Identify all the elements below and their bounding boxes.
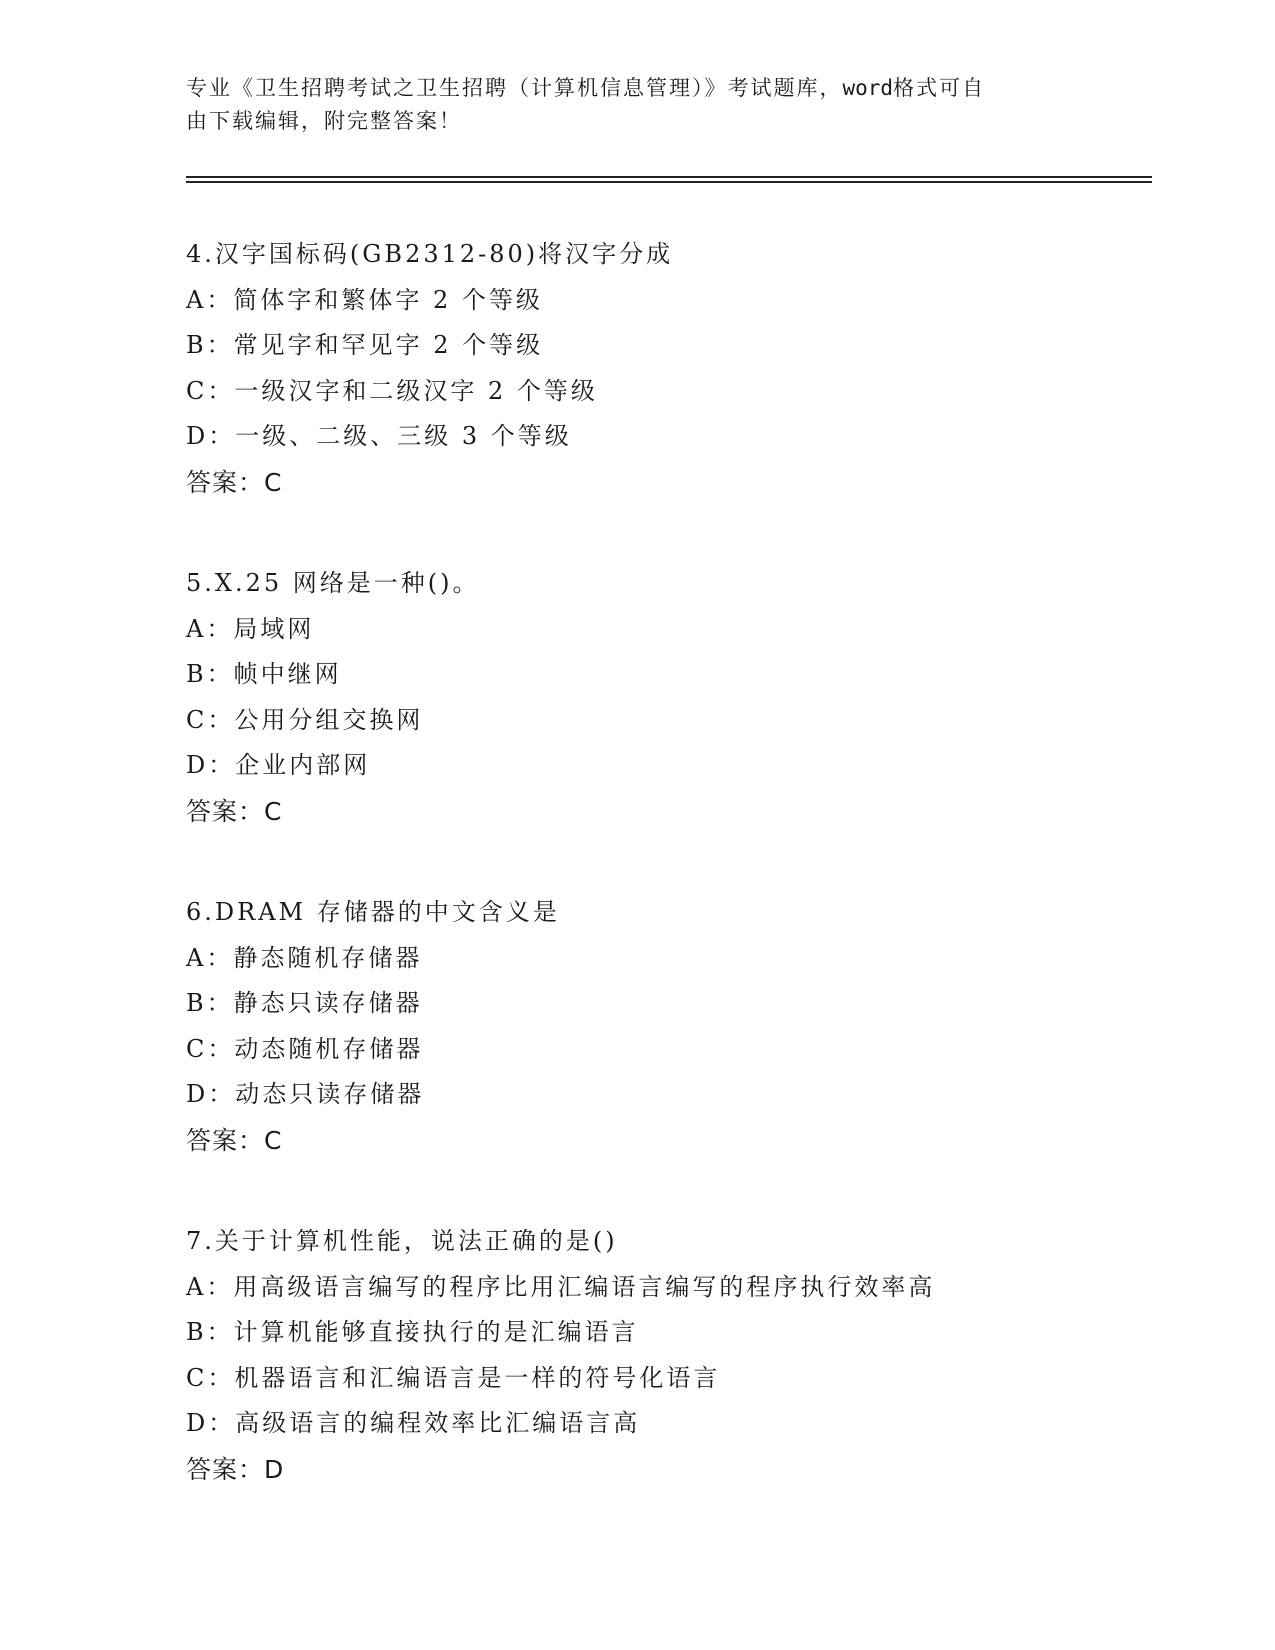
option-d: D：动态只读存储器 [186, 1080, 425, 1108]
document-header [186, 72, 1066, 138]
header-divider-bottom [186, 181, 1152, 183]
option-d: D：一级、二级、三级 3 个等级 [186, 422, 572, 450]
question-stem: 7.关于计算机性能，说法正确的是() [186, 1227, 618, 1255]
option-a: A：局域网 [186, 614, 315, 643]
answer-line: 答案：C [186, 467, 283, 497]
option-a: A：静态随机存储器 [186, 943, 423, 972]
question-stem: 5.X.25 网络是一种()。 [186, 569, 480, 597]
header-divider-top [186, 176, 1152, 178]
option-c: C：一级汉字和二级汉字 2 个等级 [186, 376, 598, 405]
option-a: A：用高级语言编写的程序比用汇编语言编写的程序执行效率高 [186, 1272, 936, 1301]
question-list [186, 232, 1166, 1548]
question-6 [186, 890, 1166, 1163]
option-c: C：动态随机存储器 [186, 1034, 424, 1063]
option-d: D：企业内部网 [186, 751, 371, 779]
header-text-part1: 专业《卫生招聘考试之卫生招聘（计算机信息管理）》考试题库， [186, 76, 843, 100]
question-5 [186, 561, 1166, 834]
question-stem: 4.汉字国标码(GB2312-80)将汉字分成 [186, 240, 674, 268]
option-c: C：机器语言和汇编语言是一样的符号化语言 [186, 1363, 721, 1392]
header-word-format: word [842, 76, 894, 100]
answer-line: 答案：C [186, 1125, 283, 1155]
question-stem: 6.DRAM 存储器的中文含义是 [186, 898, 560, 926]
option-b: B：帧中继网 [186, 660, 342, 688]
answer-line: 答案：D [186, 1454, 285, 1484]
option-b: B：计算机能够直接执行的是汇编语言 [186, 1318, 639, 1346]
option-a: A：简体字和繁体字 2 个等级 [186, 285, 543, 314]
option-d: D：高级语言的编程效率比汇编语言高 [186, 1409, 641, 1437]
answer-line: 答案：C [186, 796, 283, 826]
header-line-1 [186, 72, 1066, 105]
option-c: C：公用分组交换网 [186, 705, 424, 734]
question-7 [186, 1219, 1166, 1492]
header-text-part2: 格式可自 [893, 76, 986, 100]
option-b: B：常见字和罕见字 2 个等级 [186, 331, 544, 359]
option-b: B：静态只读存储器 [186, 989, 423, 1017]
header-line-2: 由下载编辑，附完整答案！ [186, 109, 462, 133]
question-4 [186, 232, 1166, 505]
